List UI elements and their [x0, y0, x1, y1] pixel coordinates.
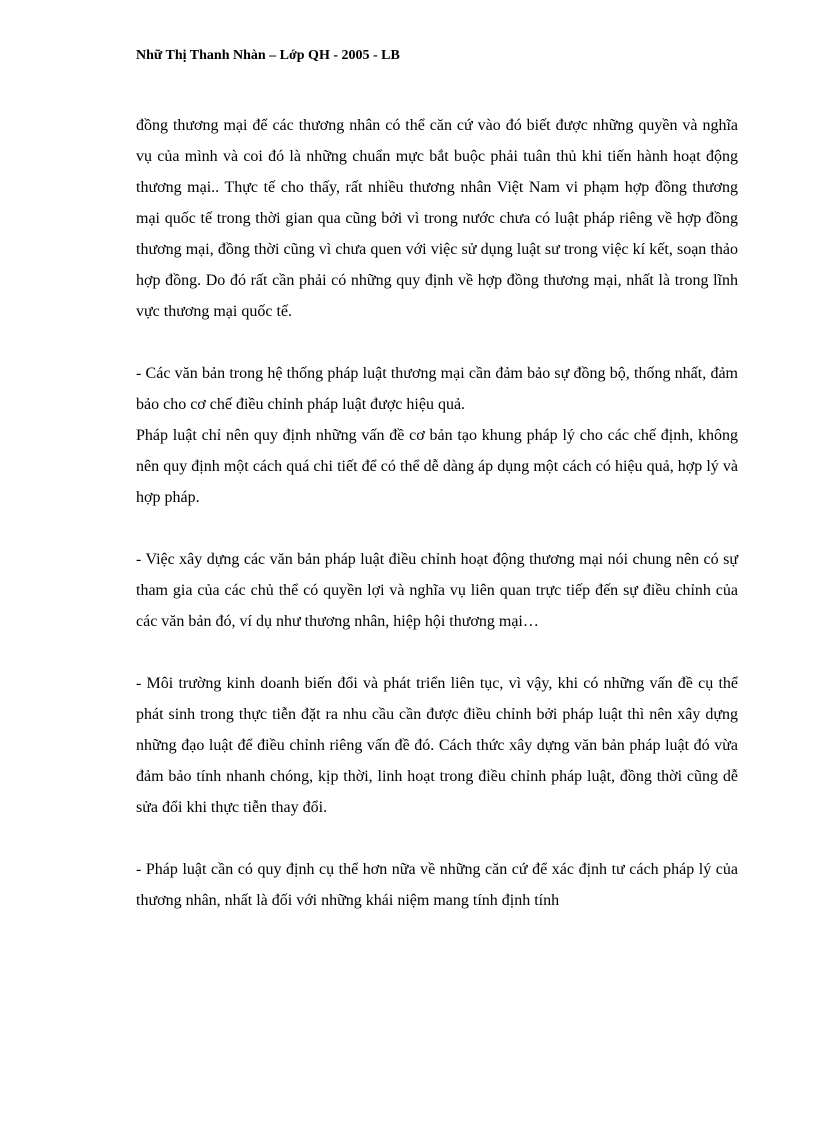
paragraph-legal-status: - Pháp luật cần có quy định cụ thể hơn nữa về những căn cứ để xác định tư cách pháp lý của thương nhân, nhất là đối với những khái niệm mang tính định tính [136, 861, 738, 909]
paragraph-spacer [136, 637, 738, 668]
paragraph-business-environment: - Môi trường kinh doanh biến đổi và phát triển liên tục, vì vậy, khi có những vấn đề cụ thể phát sinh trong thực tiễn đặt ra nhu cầu cần được điều chỉnh bởi pháp luật thì nên xây dựng những đạo luật để điều chỉnh riêng vấn đề đó. Cách thức xây dựng văn bản pháp luật đó vừa đảm bảo tính nhanh chóng, kịp thời, linh hoạt trong điều chỉnh pháp luật, đồng thời cũng dễ sửa đổi khi thực tiễn thay đổi. [136, 675, 738, 816]
paragraph-spacer [136, 513, 738, 544]
paragraph-spacer [136, 327, 738, 358]
paragraph-basic-framework: Pháp luật chỉ nên quy định những vấn đề cơ bản tạo khung pháp lý cho các chế định, không nên quy định một cách quá chi tiết để có thể dễ dàng áp dụng một cách có hiệu quả, hợp lý và hợp pháp. [136, 427, 738, 506]
paragraph-system-consistency: - Các văn bản trong hệ thống pháp luật thương mại cần đảm bảo sự đồng bộ, thống nhất, đảm bảo cho cơ chế điều chỉnh pháp luật được hiệu quả. [136, 365, 738, 413]
paragraph-contract-law: đồng thương mại để các thương nhân có thể căn cứ vào đó biết được những quyền và nghĩa vụ của mình và coi đó là những chuẩn mực bắt buộc phải tuân thủ khi tiến hành hoạt động thương mại.. Thực tế cho thấy, rất nhiều thương nhân Việt Nam vi phạm hợp đồng thương mại quốc tế trong thời gian qua cũng bởi vì trong nước chưa có luật pháp riêng về hợp đồng thương mại, đồng thời cũng vì chưa quen với việc sử dụng luật sư trong việc kí kết, soạn thảo hợp đồng. Do đó rất cần phải có những quy định về hợp đồng thương mại, nhất là trong lĩnh vực thương mại quốc tế. [136, 117, 738, 320]
paragraph-spacer [136, 823, 738, 854]
document-body [136, 110, 738, 916]
paragraph-stakeholder-participation: - Việc xây dựng các văn bản pháp luật điều chỉnh hoạt động thương mại nói chung nên có sự tham gia của các chủ thể có quyền lợi và nghĩa vụ liên quan trực tiếp đến sự điều chỉnh của các văn bản đó, ví dụ như thương nhân, hiệp hội thương mại… [136, 551, 738, 630]
page-header: Nhữ Thị Thanh Nhàn – Lớp QH - 2005 - LB [136, 48, 400, 63]
